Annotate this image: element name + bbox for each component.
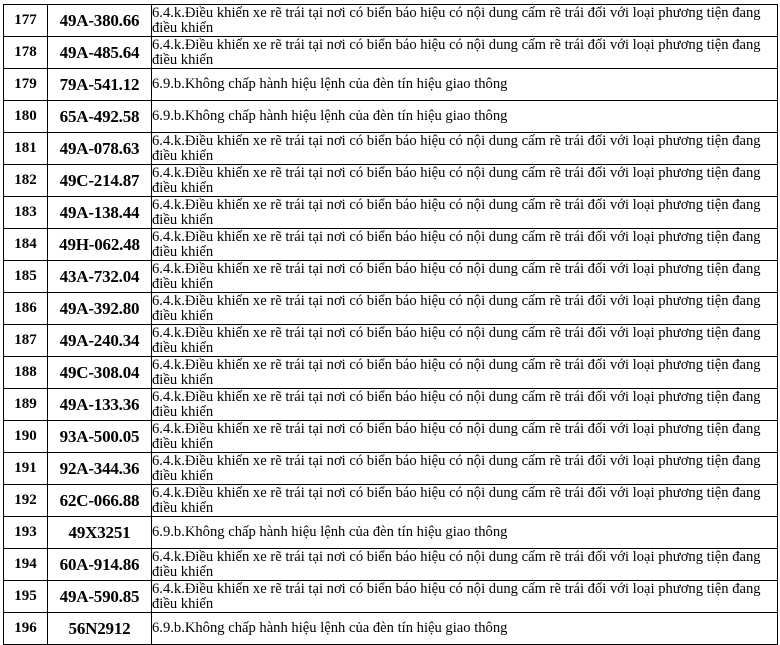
license-plate-cell: 92A-344.36 bbox=[48, 453, 152, 485]
violation-description-cell bbox=[152, 261, 778, 293]
license-plate-cell: 49A-380.66 bbox=[48, 5, 152, 37]
table-body bbox=[4, 5, 778, 645]
violation-description-cell bbox=[152, 517, 778, 549]
violation-description-cell bbox=[152, 293, 778, 325]
table-row bbox=[4, 37, 778, 69]
violation-description-cell bbox=[152, 421, 778, 453]
row-index-cell: 192 bbox=[4, 485, 48, 517]
violation-description-cell bbox=[152, 197, 778, 229]
license-plate-cell: 65A-492.58 bbox=[48, 101, 152, 133]
violation-description-text: 6.4.k.Điều khiển xe rẽ trái tại nơi có biển báo hiệu có nội dung cấm rẽ trái đối với loại phương tiện đang điều khiển bbox=[152, 549, 761, 580]
table-row bbox=[4, 197, 778, 229]
row-index-cell: 181 bbox=[4, 133, 48, 165]
row-index-cell: 177 bbox=[4, 5, 48, 37]
violation-table bbox=[3, 4, 778, 645]
license-plate-cell: 49A-590.85 bbox=[48, 581, 152, 613]
violation-description-text: 6.4.k.Điều khiển xe rẽ trái tại nơi có biển báo hiệu có nội dung cấm rẽ trái đối với loại phương tiện đang điều khiển bbox=[152, 325, 761, 356]
violation-description-cell bbox=[152, 389, 778, 421]
table-row bbox=[4, 389, 778, 421]
violation-description-cell bbox=[152, 357, 778, 389]
table-row bbox=[4, 453, 778, 485]
license-plate-cell: 49A-078.63 bbox=[48, 133, 152, 165]
license-plate-cell: 49H-062.48 bbox=[48, 229, 152, 261]
violation-description-text: 6.4.k.Điều khiển xe rẽ trái tại nơi có biển báo hiệu có nội dung cấm rẽ trái đối với loại phương tiện đang điều khiển bbox=[152, 485, 761, 516]
license-plate-cell: 43A-732.04 bbox=[48, 261, 152, 293]
row-index-cell: 178 bbox=[4, 37, 48, 69]
row-index-cell: 187 bbox=[4, 325, 48, 357]
violation-description-text: 6.4.k.Điều khiển xe rẽ trái tại nơi có biển báo hiệu có nội dung cấm rẽ trái đối với loại phương tiện đang điều khiển bbox=[152, 37, 761, 68]
license-plate-cell: 56N2912 bbox=[48, 613, 152, 645]
violation-description-cell bbox=[152, 229, 778, 261]
violation-description-cell bbox=[152, 453, 778, 485]
license-plate-cell: 49X3251 bbox=[48, 517, 152, 549]
violation-description-text: 6.9.b.Không chấp hành hiệu lệnh của đèn tín hiệu giao thông bbox=[152, 107, 508, 124]
table-row bbox=[4, 549, 778, 581]
row-index-cell: 195 bbox=[4, 581, 48, 613]
violation-description-text: 6.4.k.Điều khiển xe rẽ trái tại nơi có biển báo hiệu có nội dung cấm rẽ trái đối với loại phương tiện đang điều khiển bbox=[152, 261, 761, 292]
license-plate-cell: 60A-914.86 bbox=[48, 549, 152, 581]
violation-description-text: 6.4.k.Điều khiển xe rẽ trái tại nơi có biển báo hiệu có nội dung cấm rẽ trái đối với loại phương tiện đang điều khiển bbox=[152, 133, 761, 164]
violation-description-text: 6.4.k.Điều khiển xe rẽ trái tại nơi có biển báo hiệu có nội dung cấm rẽ trái đối với loại phương tiện đang điều khiển bbox=[152, 581, 761, 612]
violation-description-text: 6.4.k.Điều khiển xe rẽ trái tại nơi có biển báo hiệu có nội dung cấm rẽ trái đối với loại phương tiện đang điều khiển bbox=[152, 229, 761, 260]
table-row bbox=[4, 229, 778, 261]
table-row bbox=[4, 581, 778, 613]
table-row bbox=[4, 485, 778, 517]
violation-description-cell bbox=[152, 133, 778, 165]
row-index-cell: 191 bbox=[4, 453, 48, 485]
row-index-cell: 189 bbox=[4, 389, 48, 421]
violation-description-cell bbox=[152, 549, 778, 581]
license-plate-cell: 49A-485.64 bbox=[48, 37, 152, 69]
table-row bbox=[4, 421, 778, 453]
violation-description-text: 6.4.k.Điều khiển xe rẽ trái tại nơi có biển báo hiệu có nội dung cấm rẽ trái đối với loại phương tiện đang điều khiển bbox=[152, 5, 761, 36]
table-row bbox=[4, 325, 778, 357]
row-index-cell: 190 bbox=[4, 421, 48, 453]
violation-description-cell bbox=[152, 613, 778, 645]
violation-description-cell bbox=[152, 581, 778, 613]
table-row bbox=[4, 293, 778, 325]
license-plate-cell: 49A-133.36 bbox=[48, 389, 152, 421]
license-plate-cell: 49A-138.44 bbox=[48, 197, 152, 229]
row-index-cell: 193 bbox=[4, 517, 48, 549]
table-row bbox=[4, 613, 778, 645]
violation-description-cell bbox=[152, 37, 778, 69]
violation-description-text: 6.9.b.Không chấp hành hiệu lệnh của đèn tín hiệu giao thông bbox=[152, 75, 508, 92]
row-index-cell: 184 bbox=[4, 229, 48, 261]
row-index-cell: 179 bbox=[4, 69, 48, 101]
row-index-cell: 180 bbox=[4, 101, 48, 133]
table-row bbox=[4, 5, 778, 37]
row-index-cell: 196 bbox=[4, 613, 48, 645]
license-plate-cell: 49A-240.34 bbox=[48, 325, 152, 357]
violation-description-text: 6.4.k.Điều khiển xe rẽ trái tại nơi có biển báo hiệu có nội dung cấm rẽ trái đối với loại phương tiện đang điều khiển bbox=[152, 389, 761, 420]
violation-description-cell bbox=[152, 69, 778, 101]
row-index-cell: 188 bbox=[4, 357, 48, 389]
row-index-cell: 185 bbox=[4, 261, 48, 293]
violation-description-text: 6.9.b.Không chấp hành hiệu lệnh của đèn tín hiệu giao thông bbox=[152, 523, 508, 540]
violation-description-text: 6.4.k.Điều khiển xe rẽ trái tại nơi có biển báo hiệu có nội dung cấm rẽ trái đối với loại phương tiện đang điều khiển bbox=[152, 357, 761, 388]
row-index-cell: 194 bbox=[4, 549, 48, 581]
table-row bbox=[4, 357, 778, 389]
license-plate-cell: 49C-308.04 bbox=[48, 357, 152, 389]
violation-description-text: 6.9.b.Không chấp hành hiệu lệnh của đèn tín hiệu giao thông bbox=[152, 619, 508, 636]
license-plate-cell: 62C-066.88 bbox=[48, 485, 152, 517]
row-index-cell: 183 bbox=[4, 197, 48, 229]
violation-description-cell bbox=[152, 485, 778, 517]
table-row bbox=[4, 165, 778, 197]
table-row bbox=[4, 261, 778, 293]
violation-description-text: 6.4.k.Điều khiển xe rẽ trái tại nơi có biển báo hiệu có nội dung cấm rẽ trái đối với loại phương tiện đang điều khiển bbox=[152, 197, 761, 228]
violation-description-text: 6.4.k.Điều khiển xe rẽ trái tại nơi có biển báo hiệu có nội dung cấm rẽ trái đối với loại phương tiện đang điều khiển bbox=[152, 453, 761, 484]
table-row bbox=[4, 133, 778, 165]
violation-description-cell bbox=[152, 5, 778, 37]
table-row bbox=[4, 517, 778, 549]
table-row bbox=[4, 101, 778, 133]
violation-description-cell bbox=[152, 165, 778, 197]
license-plate-cell: 93A-500.05 bbox=[48, 421, 152, 453]
violation-description-text: 6.4.k.Điều khiển xe rẽ trái tại nơi có biển báo hiệu có nội dung cấm rẽ trái đối với loại phương tiện đang điều khiển bbox=[152, 421, 761, 452]
row-index-cell: 182 bbox=[4, 165, 48, 197]
violation-description-text: 6.4.k.Điều khiển xe rẽ trái tại nơi có biển báo hiệu có nội dung cấm rẽ trái đối với loại phương tiện đang điều khiển bbox=[152, 165, 761, 196]
table-row bbox=[4, 69, 778, 101]
license-plate-cell: 49A-392.80 bbox=[48, 293, 152, 325]
row-index-cell: 186 bbox=[4, 293, 48, 325]
license-plate-cell: 79A-541.12 bbox=[48, 69, 152, 101]
violation-description-text: 6.4.k.Điều khiển xe rẽ trái tại nơi có biển báo hiệu có nội dung cấm rẽ trái đối với loại phương tiện đang điều khiển bbox=[152, 293, 761, 324]
license-plate-cell: 49C-214.87 bbox=[48, 165, 152, 197]
violation-description-cell bbox=[152, 101, 778, 133]
violation-description-cell bbox=[152, 325, 778, 357]
